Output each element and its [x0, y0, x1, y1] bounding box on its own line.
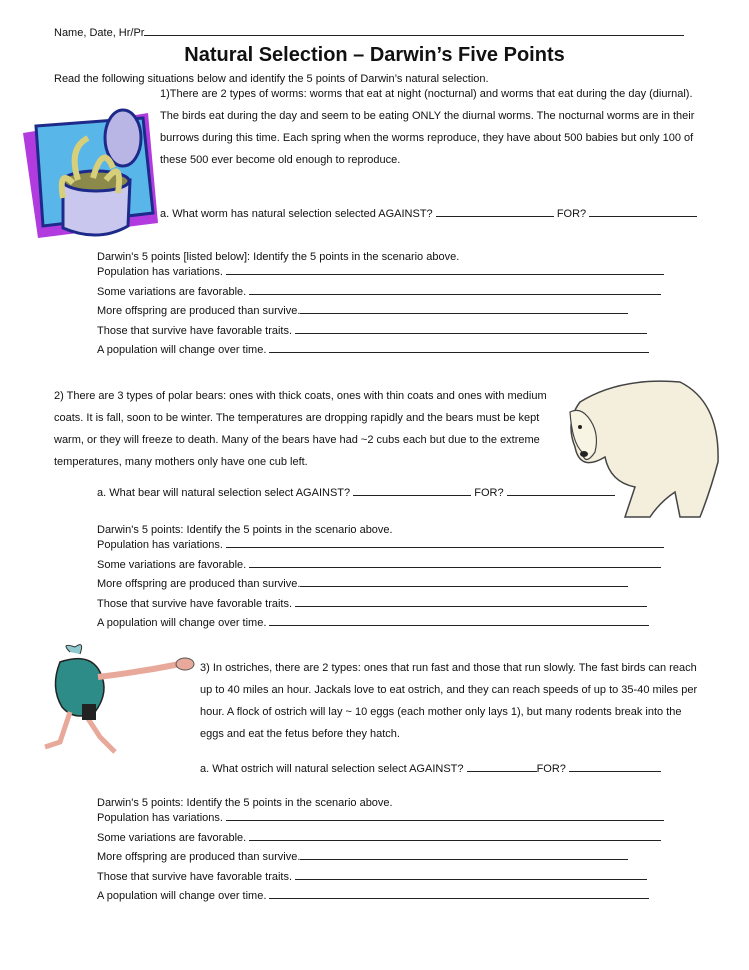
- point-answer-field[interactable]: [269, 888, 649, 899]
- scenario-1-text: 1)There are 2 types of worms: worms that eat at night (nocturnal) and worms that eat during the day (diurnal). The birds eat during the day and seem to be eating ONLY the diurnal worms. The nocturnal worms are in their burrows during this time. Each spring when the worms reproduce, they have about 500 babies but only 100 of these 500 ever become old enough to reproduce.: [160, 88, 695, 166]
- scenario-2-points: [97, 536, 664, 634]
- polar-bear-image: [560, 372, 725, 522]
- scenario-3-points: [97, 809, 664, 907]
- question-label: a. What bear will natural selection select AGAINST?: [97, 487, 351, 499]
- intro-text: Read the following situations below and identify the 5 points of Darwin’s natural selection.: [54, 73, 489, 85]
- scenario-3-question: [200, 761, 661, 775]
- name-field[interactable]: [144, 25, 684, 36]
- point-answer-field[interactable]: [295, 323, 647, 334]
- point-row: Some variations are favorable.: [97, 829, 664, 849]
- scenario-3-points-header: Darwin's 5 points: Identify the 5 points in the scenario above.: [97, 797, 393, 809]
- point-row: Those that survive have favorable traits.: [97, 595, 664, 615]
- scenario-2-question: [97, 485, 615, 499]
- for-answer-field[interactable]: [507, 485, 615, 496]
- point-answer-field[interactable]: [226, 264, 664, 275]
- scenario-3-text: 3) In ostriches, there are 2 types: ones that run fast and those that run slowly. The fast birds can reach up to 40 miles an hour. Jackals love to eat ostrich, and they can reach speeds of up to 35-40 miles per hour. A flock of ostrich will lay ~ 10 eggs (each mother only lays 1), but many rodents break into the eggs and eat the fetus before they hatch.: [200, 662, 698, 740]
- for-label: FOR?: [556, 208, 587, 220]
- question-label: a. What worm has natural selection selected AGAINST?: [160, 208, 433, 220]
- against-answer-field[interactable]: [467, 761, 537, 772]
- point-row: More offspring are produced than survive.: [97, 575, 664, 595]
- name-label: Name, Date, Hr/Pr: [54, 27, 145, 39]
- scenario-1-question: [160, 206, 697, 220]
- scenario-1-points: [97, 263, 664, 361]
- for-label: FOR?: [474, 487, 504, 499]
- page-title: Natural Selection – Darwin’s Five Points: [184, 44, 565, 66]
- point-row: Population has variations.: [97, 536, 664, 556]
- point-answer-field[interactable]: [249, 284, 661, 295]
- name-line: [54, 25, 684, 39]
- point-row: A population will change over time.: [97, 341, 664, 361]
- running-ostrich-image: [40, 642, 210, 762]
- point-row: A population will change over time.: [97, 614, 664, 634]
- for-label: FOR?: [536, 763, 566, 775]
- point-answer-field[interactable]: [300, 303, 628, 314]
- scenario-1-points-header: Darwin's 5 points [listed below]: Identify the 5 points in the scenario above.: [97, 251, 460, 263]
- point-row: Population has variations.: [97, 263, 664, 283]
- point-row: More offspring are produced than survive.: [97, 848, 664, 868]
- point-row: Some variations are favorable.: [97, 283, 664, 303]
- scenario-2-text: 2) There are 3 types of polar bears: ones with thick coats, ones with thin coats and ones with medium coats. It is fall, soon to be winter. The temperatures are dropping rapidly and the bears must be kept warm, or they will freeze to death. Many of the bears have had ~2 cubs each but due to the extreme temperatures, many mothers only have one cub left.: [54, 390, 547, 468]
- point-row: More offspring are produced than survive.: [97, 302, 664, 322]
- point-answer-field[interactable]: [226, 537, 664, 548]
- for-answer-field[interactable]: [569, 761, 661, 772]
- point-answer-field[interactable]: [269, 342, 649, 353]
- point-answer-field[interactable]: [269, 615, 649, 626]
- worms-in-can-image: [18, 108, 163, 243]
- point-row: Those that survive have favorable traits.: [97, 322, 664, 342]
- point-row: Those that survive have favorable traits.: [97, 868, 664, 888]
- against-answer-field[interactable]: [353, 485, 471, 496]
- point-row: Population has variations.: [97, 809, 664, 829]
- for-answer-field[interactable]: [589, 206, 697, 217]
- against-answer-field[interactable]: [436, 206, 554, 217]
- point-answer-field[interactable]: [295, 869, 647, 880]
- point-answer-field[interactable]: [300, 849, 628, 860]
- question-label: a. What ostrich will natural selection select AGAINST?: [200, 763, 464, 775]
- point-answer-field[interactable]: [249, 830, 661, 841]
- point-row: Some variations are favorable.: [97, 556, 664, 576]
- point-answer-field[interactable]: [300, 576, 628, 587]
- scenario-2-points-header: Darwin's 5 points: Identify the 5 points in the scenario above.: [97, 524, 393, 536]
- point-row: A population will change over time.: [97, 887, 664, 907]
- point-answer-field[interactable]: [226, 810, 664, 821]
- point-answer-field[interactable]: [249, 557, 661, 568]
- point-answer-field[interactable]: [295, 596, 647, 607]
